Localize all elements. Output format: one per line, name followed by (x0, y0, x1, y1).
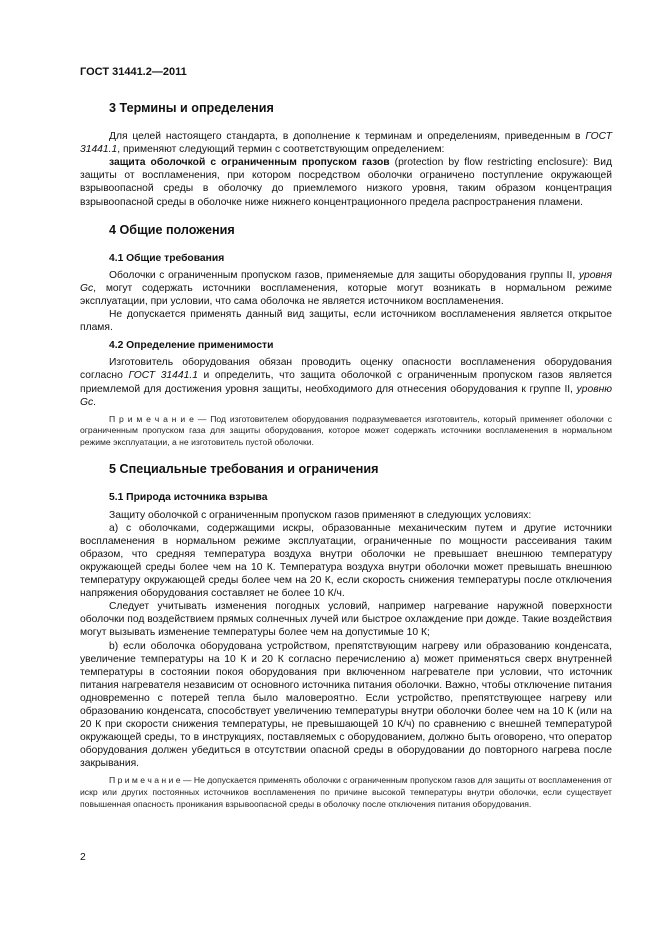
document-header: ГОСТ 31441.2—2011 (80, 66, 187, 78)
section-3-intro: Для целей настоящего стандарта, в дополнение к терминам и определениям, приведенным в ГОСТ 31441.1, применяют следующий термин с соответствующим определением: (80, 131, 612, 156)
section-5-1-item-a: а) с оболочками, содержащими искры, образованные механическим путем и другие источники воспламенения в нормальном режиме эксплуатации, ограниченные по мощности рассеивания таким образом, что средняя температура воздуха внутри оболочки не превышает внешнюю температуру окружающей среды более чем на 10 К. Температура воздуха внутри оболочки может превышать внешнюю температуру окружающей среды более чем на 20 К, если скорость снижения температуры после отключения напряжения оборудования составляет не более 10 К/ч. (80, 522, 612, 600)
section-4-note: П р и м е ч а н и е — Под изготовителем оборудования подразумевается изготовитель, который применяет оболочки с ограниченным пропуском газа для защиты оборудования, которое может содержать источники воспламенения в нормальном режиме эксплуатации, а не изготовитель пустой оболочки. (80, 413, 612, 447)
section-5-1-para-1: Защиту оболочкой с ограниченным пропуском газов применяют в следующих условиях: (109, 509, 532, 521)
subsection-5-1-heading: 5.1 Природа источника взрыва (109, 492, 268, 504)
section-5-1-para-2: Следует учитывать изменения погодных условий, например нагревание наружной поверхности оболочки под воздействием прямых солнечных лучей или быстрое охлаждение при дожде. Такие воздействия могут вызывать изменение температуры более чем на допустимые 10 К; (80, 601, 612, 639)
term-definition: защита оболочкой с ограниченным пропуском газов (protection by flow restricting enclosure): Вид защиты от воспламенения, при котором посредством оболочки ограничено поступление окружающей взрывоопасной среды в оболочку до приемлемого низкого уровня, таким образом концентрация взрывоопасной среды в оболочке ниже нижнего концентрационного предела распространения пламени. (80, 157, 612, 208)
section-4-2-para: Изготовитель оборудования обязан проводить оценку опасности воспламенения оборудования согласно ГОСТ 31441.1 и определить, что защита оболочкой с ограниченным пропуском газов является приемлемой для достижения уровня защиты, необходимого для отнесения оборудования к группе II, уровню Gc. (80, 357, 612, 408)
section-3-heading: 3 Термины и определения (109, 101, 274, 116)
section-5-note: П р и м е ч а н и е — Не допускается применять оболочки с ограниченным пропуском газов для защиты от воспламенения от искр или других постоянных источников воспламенения по причине высокой температуры внутри оболочки, если существует повышенная опасность проникания взрывоопасной среды в оболочку после отключения питания оборудования. (80, 775, 612, 809)
subsection-4-1-heading: 4.1 Общие требования (109, 252, 225, 264)
subsection-4-2-heading: 4.2 Определение применимости (109, 340, 274, 352)
term-title: защита оболочкой с ограниченным пропуском газов (109, 157, 390, 169)
gost-reference: ГОСТ 31441.1 (80, 131, 612, 156)
section-4-1-para-1: Оболочки с ограниченным пропуском газов, применяемые для защиты оборудования группы II, уровня Gc, могут содержать источники воспламенения, которые могут возникать в нормальном режиме эксплуатации, при условии, что сама оболочка не является источником воспламенения. (80, 269, 612, 307)
section-4-heading: 4 Общие положения (109, 222, 235, 237)
page-number: 2 (80, 852, 86, 863)
section-5-1-item-b: b) если оболочка оборудована устройством, препятствующим нагреву или образованию конденсата, увеличение температуры на 10 К и 20 К согласно перечислению а) может применяться сверх внутренней температуры в состоянии покоя оборудования при включенном нагревателе при условии, что источник питания нагревателя независим от основного источника питания оболочки. Важно, чтобы отключение питания одновременно с потерей тепла было маловероятно. Если устройство, препятствующее нагреву или образованию конденсата, способствует увеличению температуры внутри оболочки более чем на 10 К (или на 20 К при скорости снижения температуры, не превышающей 10 К/ч) по сравнению с внешней температурой окружающей среды, то в инструкциях, поставляемых с оборудованием, должно быть оговорено, что оператор оборудования должен убедиться в отсутствии опасной среды в оборудовании до повторного нагрева после закрывания. (80, 640, 612, 770)
section-4-1-para-2: Не допускается применять данный вид защиты, если источником воспламенения является открытое пламя. (80, 309, 612, 334)
section-5-heading: 5 Специальные требования и ограничения (109, 462, 379, 477)
